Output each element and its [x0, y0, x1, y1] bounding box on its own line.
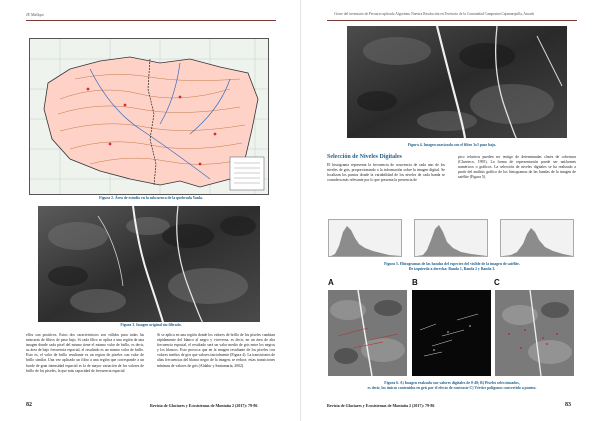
panel-label-c: C — [494, 278, 500, 287]
figure6-panel-a — [328, 290, 407, 376]
smoothed-image-svg — [347, 26, 567, 138]
figure3-caption: Figura 3. Imagen original sin filtrado. — [120, 323, 182, 327]
figure2-map — [29, 38, 269, 195]
running-head-left: JE Mallqui — [26, 12, 44, 17]
figure6-panel-c — [495, 290, 574, 376]
figure5-caption-line2: De izquierda a derecha: Banda 1, Banda 2 y Banda 3. — [408, 267, 496, 271]
figure6-panel-b — [412, 290, 491, 376]
footer-left: Revista de Glaciares y Ecosistemas de Montaña 2 (2017): 79-86 — [150, 403, 258, 408]
page-number-left: 82 — [26, 402, 32, 408]
panel-label-a: A — [328, 278, 334, 287]
panel-label-b: B — [412, 278, 418, 287]
histogram-band-3 — [500, 219, 574, 257]
running-head-right: Cierre del inventario de Pecuario aplicado Algoritmo Nuestra Resolución en Territorio de la Comunidad Campesina Cajamarquilla, Ancash — [334, 12, 535, 16]
histogram-band-2 — [414, 219, 488, 257]
header-rule-right — [327, 20, 577, 21]
study-area-map-svg — [30, 39, 268, 194]
original-image-svg — [38, 206, 260, 322]
header-rule-left — [26, 20, 276, 21]
histogram-band-1 — [328, 219, 402, 257]
right-body-col1: El histograma representa la frecuencia de ocurrencia de cada uno de los niveles de gris, proporcionando a la información sobre la imagen digital. Se localizan los puntos donde la variabilidad de los niveles de cada banda se considera más relevante por lo que presenta la presencia de — [327, 163, 445, 183]
right-body-col2: pico relativos pueden ser testigo de determinadas clases de cobertura (Chuvieco, 1995). La forma de representación puede ser uniformes numéricos o gráficos. La selección de niveles digitales se ha realizado a partir del análisis gráfico de los histogramas de las bandas de la imagen de satélite (Figura 5). — [458, 155, 576, 180]
figure4-image — [347, 26, 567, 138]
left-body-col1: ellos son positivos. Estos dos caracteristicos son válidos para todas las máscaras de filtros de paso bajo. Si cada filtro se aplica a una región de una imagen donde cada pixel del mismo tiene el mismo valor de brillo, es decir, su área de bajo frecuencia espacial, el resultado es un mismo valor de brillo. Esto es, el valor de brillo resultante es un region de píxeles con valor de brillo similar. Una vez aplicado un filtro a una región que corresponde a un borde de gran intensidad espacial es la de mayor variación de los valores de brillo de los píxeles, la que más capacidad de frecuencia espacial — [26, 333, 144, 373]
section-heading: Selección de Niveles Digitales — [327, 154, 402, 160]
figure5-caption-line1: Figura 5. Histogramas de las bandas del espectro del visible de la imagen de satélite. — [384, 262, 520, 266]
footer-right: Revista de Glaciares y Ecosistemas de Montaña 2 (2017): 79-86 — [327, 403, 435, 408]
figure2-caption: Figura 2. Área de estudio en la subcuenca de la quebrada Yanla. — [99, 196, 203, 200]
figure4-caption: Figura 4. Imagen suavizada con el filtro 3x3 paso bajo. — [407, 143, 497, 147]
figure6-caption-line1: Figura 6. A) Imagen realzada con valores digitales de 0-40; B) Píxeles seleccionados, — [384, 381, 520, 385]
left-body-col2: Si se aplica en una región donde los valores de brillo de los píxeles cambian rápidamente del blanco al negro y viceversa, es decir, en un área de alta frecuencia espacial, el resultado será un valor medio de gris entre los negros y los blancos. Esto provoca que en la imagen resultante de los píxeles con valores medios de gris que valores inicialmente (Figura 4). La transiciones de altas frecuencias del blanco negro de la imagen, se reduce, estas transiciones mínimas de valores de gris (Aldalur y Santamaría, 2002). — [157, 333, 275, 368]
figure3-image — [38, 206, 260, 322]
figure6-caption-line2: es decir, los únicos contenidos en gris por el efecto de contraste C) Vértice polígonos convertido a puntos. — [367, 386, 537, 390]
page-number-right: 83 — [565, 402, 571, 408]
right-page — [300, 0, 600, 421]
